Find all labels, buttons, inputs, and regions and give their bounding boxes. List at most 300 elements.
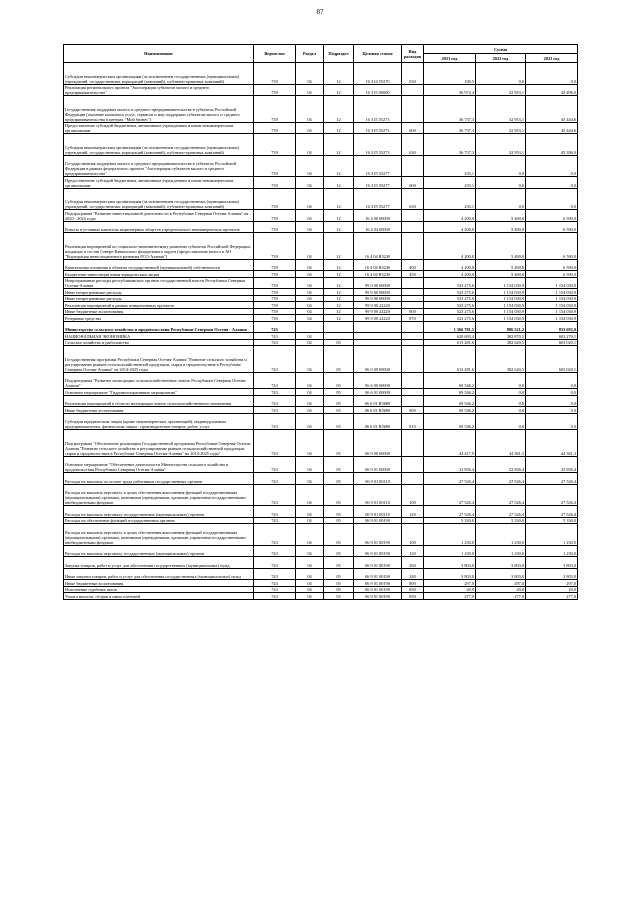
cell-name: Расходы на выплаты персоналу государственных (муниципальных) органов: [64, 545, 254, 557]
cell-y2021: 69 546,2: [424, 395, 476, 407]
cell-y2021: 4 200,0: [424, 233, 476, 260]
cell-name: Бюджетные инвестиции иным юридическим лицам: [64, 271, 254, 278]
cell-y2023: 6 590,0: [526, 271, 578, 278]
cell-y2021: 4 200,0: [424, 210, 476, 222]
table-row: [64, 177, 578, 189]
cell-y2023: 6 590,0: [526, 210, 578, 222]
table-row: [64, 346, 578, 373]
cell-subsection: 05: [324, 346, 354, 373]
cell-article: 99 9 00 22220: [354, 302, 402, 309]
cell-y2022: 27 526,4: [476, 484, 526, 506]
cell-section: 04: [296, 473, 324, 485]
cell-subsection: 12: [324, 122, 354, 134]
cell-article: 06 6 01 R5680: [354, 407, 402, 414]
cell-y2021: 5 330,0: [424, 517, 476, 524]
cell-y2021: 523 275,6: [424, 308, 476, 315]
cell-type: 100: [402, 484, 424, 506]
cell-section: 04: [296, 333, 324, 340]
cell-ministry: 739: [254, 289, 296, 296]
cell-type: [402, 210, 424, 222]
cell-type: [402, 473, 424, 485]
cell-article: 06 9 01 00190: [354, 545, 402, 557]
cell-section: 04: [296, 545, 324, 557]
cell-name: Государственная поддержка малого и среднего предпринимательства в субъектах Российской Федерации в рамках федерального проекта "Акселерация субъектов малого и среднего предпринимательства": [64, 155, 254, 177]
cell-y2023: 1 154 030,9: [526, 277, 578, 289]
cell-subsection: 05: [324, 524, 354, 546]
cell-section: 04: [296, 315, 324, 322]
cell-name: Государственная поддержка малого и среднего предпринимательства в субъектах Российской Федерации (оказание комплекса услуг, сервисов и мер поддержки субъектам малого и среднего предпринимательства в центрах "Мой бизнес"): [64, 96, 254, 123]
cell-subsection: 12: [324, 155, 354, 177]
cell-name: Основное мероприятие "Гидромелиоративные мероприятия": [64, 389, 254, 396]
table-row: [64, 413, 578, 430]
table-row: [64, 155, 578, 177]
table-row: [64, 188, 578, 210]
cell-name: Расходы на выплаты персоналу в целях обеспечения выполнения функций государственными (муниципальными) органами, казенными учреждениями, органами управления государственными внебюджетными фондами: [64, 484, 254, 506]
cell-ministry: 743: [254, 484, 296, 506]
table-row: [64, 134, 578, 156]
cell-type: 450: [402, 271, 424, 278]
cell-subsection: 05: [324, 473, 354, 485]
cell-y2023: 1 154 030,9: [526, 295, 578, 302]
table-body: [64, 63, 578, 600]
cell-article: 16 4 00 00000: [354, 210, 402, 222]
header-year-2022: 2022 год: [476, 54, 526, 63]
cell-name: Расходы на обеспечение функций государственных органов: [64, 517, 254, 524]
table-row: [64, 593, 578, 600]
cell-y2023: 1 154 030,9: [526, 308, 578, 315]
cell-subsection: 12: [324, 289, 354, 296]
cell-y2023: 1 154 030,9: [526, 289, 578, 296]
cell-section: 04: [296, 557, 324, 569]
cell-article: 06 6 01 00000: [354, 389, 402, 396]
cell-y2021: 4 200,0: [424, 271, 476, 278]
cell-article: 16 4 04 00000: [354, 221, 402, 233]
cell-ministry: 743: [254, 506, 296, 518]
cell-subsection: 05: [324, 389, 354, 396]
cell-y2022: 32 953,1: [476, 84, 526, 96]
cell-section: 04: [296, 346, 324, 373]
cell-article: 06 9 01 00190: [354, 593, 402, 600]
cell-article: 99 9 00 22220: [354, 315, 402, 322]
cell-section: 04: [296, 580, 324, 587]
cell-ministry: 743: [254, 346, 296, 373]
cell-y2022: 382 870,5: [476, 333, 526, 340]
table-row: [64, 524, 578, 546]
cell-article: 99 9 00 22220: [354, 308, 402, 315]
table-row: [64, 395, 578, 407]
cell-ministry: 743: [254, 568, 296, 580]
cell-ministry: 743: [254, 593, 296, 600]
cell-y2022: 1 230,0: [476, 545, 526, 557]
cell-type: [402, 155, 424, 177]
cell-name: Иные бюджетные ассигнования: [64, 308, 254, 315]
cell-subsection: 12: [324, 302, 354, 309]
table-row: [64, 568, 578, 580]
cell-article: 06 9 01 00110: [354, 484, 402, 506]
cell-section: 04: [296, 302, 324, 309]
cell-y2022: 277,0: [476, 593, 526, 600]
cell-section: 04: [296, 372, 324, 389]
cell-subsection: 05: [324, 506, 354, 518]
cell-y2023: 20,0: [526, 586, 578, 593]
table-row: [64, 122, 578, 134]
cell-y2021: 1 366 781,5: [424, 321, 476, 333]
cell-name: Субсидии юридическим лицам (кроме некоммерческих организаций), индивидуальным предпринимателям, физическим лицам - производителям товаров, работ, услуг: [64, 413, 254, 430]
cell-y2021: 523 275,6: [424, 295, 476, 302]
cell-section: 04: [296, 524, 324, 546]
cell-name: Реализация регионального проекта "Акселерация субъектов малого и среднего предпринимательства": [64, 84, 254, 96]
cell-type: [402, 84, 424, 96]
cell-y2021: 235,1: [424, 177, 476, 189]
table-row: [64, 233, 578, 260]
cell-y2023: 603 270,1: [526, 333, 578, 340]
cell-section: 04: [296, 177, 324, 189]
header-year-2023: 2023 год: [526, 54, 578, 63]
cell-y2021: 69 546,2: [424, 407, 476, 414]
cell-y2023: 27 526,4: [526, 484, 578, 506]
cell-y2023: 0,0: [526, 188, 578, 210]
cell-y2022: 0,0: [476, 372, 526, 389]
cell-section: 04: [296, 155, 324, 177]
cell-type: [402, 456, 424, 473]
cell-section: 04: [296, 221, 324, 233]
cell-ministry: 743: [254, 395, 296, 407]
cell-subsection: 12: [324, 63, 354, 85]
cell-ministry: 743: [254, 524, 296, 546]
cell-name: Исполнение судебных актов: [64, 586, 254, 593]
cell-ministry: 739: [254, 295, 296, 302]
cell-subsection: 12: [324, 134, 354, 156]
cell-y2022: 44 361,3: [476, 430, 526, 457]
cell-ministry: 739: [254, 122, 296, 134]
cell-name: Расходы на выплаты персоналу государственных (муниципальных) органов: [64, 506, 254, 518]
cell-y2023: 6 590,0: [526, 221, 578, 233]
cell-y2022: 5 400,0: [476, 221, 526, 233]
cell-name: Иные бюджетные ассигнования: [64, 407, 254, 414]
cell-ministry: 739: [254, 315, 296, 322]
cell-article: 16 3 I5 55277: [354, 155, 402, 177]
table-row: [64, 473, 578, 485]
cell-y2022: 0,0: [476, 413, 526, 430]
cell-y2023: 5 330,0: [526, 517, 578, 524]
cell-subsection: 12: [324, 315, 354, 322]
cell-y2023: 1 230,0: [526, 545, 578, 557]
cell-ministry: 739: [254, 302, 296, 309]
cell-y2023: 32 856,4: [526, 456, 578, 473]
cell-type: 810: [402, 413, 424, 430]
cell-y2022: 1 154 030,9: [476, 315, 526, 322]
cell-y2023: 44 361,3: [526, 430, 578, 457]
cell-y2022: 5 400,0: [476, 210, 526, 222]
cell-article: 06 9 01 00190: [354, 580, 402, 587]
cell-y2021: 36 737,3: [424, 122, 476, 134]
cell-section: 04: [296, 593, 324, 600]
cell-subsection: 05: [324, 517, 354, 524]
cell-subsection: 12: [324, 308, 354, 315]
cell-y2022: 27 526,4: [476, 506, 526, 518]
cell-name: Субсидии некоммерческим организациям (за исключением государственных (муниципальных) учреждений, государственных корпораций (компаний), публично-правовых компаний): [64, 63, 254, 85]
cell-y2022: 382 620,5: [476, 346, 526, 373]
cell-article: 06 6 01 R5680: [354, 395, 402, 407]
header-target-article: Целевая статья: [354, 45, 402, 63]
cell-ministry: 739: [254, 96, 296, 123]
cell-name: Иные непрограммные расходы: [64, 295, 254, 302]
cell-subsection: 05: [324, 430, 354, 457]
cell-article: 16 3 I5 55273: [354, 96, 402, 123]
cell-type: 870: [402, 315, 424, 322]
cell-ministry: 739: [254, 188, 296, 210]
cell-type: 850: [402, 593, 424, 600]
cell-article: 99 0 00 00000: [354, 277, 402, 289]
cell-name: Государственная программа Республики Северная Осетия-Алания "Развитие сельского хозяйства и регулирование рынков сельскохозяйственной продукции, сырья и продовольствия в Республике Северная Осетия-Алания" на 2014-2025 годы: [64, 346, 254, 373]
cell-section: 04: [296, 506, 324, 518]
cell-name: Министерство сельского хозяйства и продовольствия Республики Северная Осетия - Алания: [64, 321, 254, 333]
cell-y2022: 0,0: [476, 177, 526, 189]
cell-y2022: 5 330,0: [476, 517, 526, 524]
cell-name: Закупка товаров, работ и услуг для обеспечения государственных (муниципальных) нужд: [64, 557, 254, 569]
cell-y2021: 36 737,3: [424, 96, 476, 123]
cell-ministry: 743: [254, 389, 296, 396]
table-row: [64, 96, 578, 123]
cell-article: 06 6 01 R5680: [354, 413, 402, 430]
cell-y2021: 620 693,4: [424, 333, 476, 340]
cell-name: НАЦИОНАЛЬНАЯ ЭКОНОМИКА: [64, 333, 254, 340]
cell-subsection: 05: [324, 586, 354, 593]
cell-section: 04: [296, 586, 324, 593]
cell-name: Иные непрограммные расходы: [64, 289, 254, 296]
cell-y2023: 3 803,0: [526, 568, 578, 580]
cell-section: 04: [296, 84, 324, 96]
header-sum: Сумма: [424, 45, 578, 54]
cell-section: 04: [296, 96, 324, 123]
cell-section: 04: [296, 568, 324, 580]
cell-subsection: 12: [324, 96, 354, 123]
cell-y2021: 27 526,4: [424, 484, 476, 506]
cell-name: Предоставление субсидий бюджетным, автономным учреждениям и иным некоммерческим организациям: [64, 177, 254, 189]
cell-ministry: 743: [254, 413, 296, 430]
cell-y2023: 45 444,6: [526, 96, 578, 123]
table-row: [64, 557, 578, 569]
cell-y2022: 382 620,5: [476, 339, 526, 346]
cell-section: 04: [296, 517, 324, 524]
cell-subsection: 12: [324, 188, 354, 210]
cell-y2021: 297,0: [424, 580, 476, 587]
cell-subsection: 05: [324, 372, 354, 389]
cell-y2021: 613 281,6: [424, 346, 476, 373]
cell-ministry: 743: [254, 339, 296, 346]
cell-section: [296, 321, 324, 333]
cell-subsection: 05: [324, 395, 354, 407]
cell-subsection: [324, 321, 354, 333]
cell-subsection: 05: [324, 545, 354, 557]
cell-type: [402, 233, 424, 260]
cell-type: 630: [402, 63, 424, 85]
cell-y2022: 1 154 030,9: [476, 308, 526, 315]
table-row: [64, 372, 578, 389]
cell-name: Уплата налогов, сборов и иных платежей: [64, 593, 254, 600]
header-section: Раздел: [296, 45, 324, 63]
cell-section: 04: [296, 430, 324, 457]
cell-section: 04: [296, 295, 324, 302]
cell-ministry: 743: [254, 473, 296, 485]
cell-ministry: 739: [254, 177, 296, 189]
cell-y2022: 1 154 030,9: [476, 295, 526, 302]
cell-y2022: 32 856,4: [476, 456, 526, 473]
cell-ministry: 743: [254, 580, 296, 587]
cell-y2023: 1 154 030,9: [526, 315, 578, 322]
header-name: Наименование: [64, 45, 254, 63]
table-row: [64, 430, 578, 457]
cell-ministry: 743: [254, 586, 296, 593]
cell-type: 600: [402, 122, 424, 134]
cell-y2022: 5 400,0: [476, 233, 526, 260]
cell-article: 06 9 01 00190: [354, 586, 402, 593]
cell-ministry: 743: [254, 456, 296, 473]
cell-article: 16 3 I5 55273: [354, 134, 402, 156]
cell-y2023: 277,0: [526, 593, 578, 600]
cell-name: Субсидии некоммерческим организациям (за исключением государственных (муниципальных) учреждений, государственных корпораций (компаний), публично-правовых компаний): [64, 188, 254, 210]
cell-name: Реализация мероприятий по социально-экономическому развитию субъектов Российской Федерации, входящих в состав Северо-Кавказского федерального округа (предоставление взноса в АО "Корпорация инвестиционного развития РСО-Алания"): [64, 233, 254, 260]
cell-subsection: 12: [324, 233, 354, 260]
budget-table: [63, 44, 578, 600]
cell-subsection: 05: [324, 484, 354, 506]
cell-section: 04: [296, 389, 324, 396]
cell-type: 240: [402, 568, 424, 580]
cell-y2023: 833 692,0: [526, 321, 578, 333]
cell-ministry: 743: [254, 430, 296, 457]
table-row: [64, 277, 578, 289]
cell-name: Подпрограмма "Развитие инвестиционной деятельности в Республике Северная Осетия-Алания" на 2020 - 2024 годы: [64, 210, 254, 222]
header-subsection: Подраздел: [324, 45, 354, 63]
header-year-2021: 2021 год: [424, 54, 476, 63]
cell-y2021: 27 526,4: [424, 506, 476, 518]
cell-section: 04: [296, 134, 324, 156]
cell-ministry: 739: [254, 308, 296, 315]
cell-article: 06 9 01 00190: [354, 517, 402, 524]
cell-y2022: 27 526,4: [476, 473, 526, 485]
cell-subsection: 12: [324, 277, 354, 289]
cell-subsection: 05: [324, 568, 354, 580]
cell-subsection: 12: [324, 84, 354, 96]
cell-type: [402, 96, 424, 123]
cell-ministry: 743: [254, 372, 296, 389]
cell-y2021: 69 546,2: [424, 389, 476, 396]
cell-section: 04: [296, 308, 324, 315]
cell-type: [402, 221, 424, 233]
table-row: [64, 221, 578, 233]
cell-type: [402, 346, 424, 373]
cell-y2023: 45 496,0: [526, 84, 578, 96]
cell-y2023: 0,0: [526, 413, 578, 430]
table-row: [64, 456, 578, 473]
cell-type: 200: [402, 557, 424, 569]
cell-name: Сельское хозяйство и рыболовство: [64, 339, 254, 346]
cell-y2022: 1 154 030,9: [476, 289, 526, 296]
cell-y2023: 0,0: [526, 395, 578, 407]
cell-ministry: 739: [254, 233, 296, 260]
cell-y2023: 27 526,4: [526, 506, 578, 518]
cell-y2022: 5 400,0: [476, 271, 526, 278]
cell-y2021: 277,0: [424, 593, 476, 600]
header-expense-type: Вид расходов: [402, 45, 424, 63]
cell-name: Непрограммные расходы республиканских органов государственной власти Республики Северная Осетия-Алания: [64, 277, 254, 289]
cell-type: 630: [402, 134, 424, 156]
cell-section: 04: [296, 259, 324, 271]
cell-y2023: 45 444,6: [526, 122, 578, 134]
cell-y2023: 27 526,4: [526, 473, 578, 485]
cell-name: Капитальные вложения в объекты государственной (муниципальной) собственности: [64, 259, 254, 271]
cell-y2022: 886 521,2: [476, 321, 526, 333]
cell-name: Иные бюджетные ассигнования: [64, 580, 254, 587]
cell-type: 100: [402, 524, 424, 546]
cell-section: 04: [296, 339, 324, 346]
cell-y2023: 0,0: [526, 372, 578, 389]
cell-article: 06 6 00 00000: [354, 372, 402, 389]
cell-y2022: 0,0: [476, 389, 526, 396]
table-row: [64, 210, 578, 222]
header-ministry: Ведомство: [254, 45, 296, 63]
cell-subsection: 12: [324, 210, 354, 222]
cell-y2021: 27 526,4: [424, 473, 476, 485]
cell-y2021: 106,5: [424, 63, 476, 85]
cell-y2022: 20,0: [476, 586, 526, 593]
cell-y2023: 6 590,0: [526, 259, 578, 271]
cell-y2023: 0,0: [526, 407, 578, 414]
cell-section: 04: [296, 484, 324, 506]
cell-section: 04: [296, 210, 324, 222]
cell-ministry: 743: [254, 517, 296, 524]
cell-section: 04: [296, 233, 324, 260]
cell-subsection: 12: [324, 271, 354, 278]
cell-article: 16 4 04 R5230: [354, 271, 402, 278]
cell-y2022: 3 803,0: [476, 568, 526, 580]
cell-y2023: 1 230,0: [526, 524, 578, 546]
cell-article: 16 4 04 R5230: [354, 233, 402, 260]
cell-y2023: 3 803,0: [526, 557, 578, 569]
cell-article: 06 9 01 00110: [354, 473, 402, 485]
table-row: [64, 321, 578, 333]
page-number: 87: [316, 8, 324, 16]
cell-section: 04: [296, 456, 324, 473]
cell-y2021: 1 230,0: [424, 545, 476, 557]
cell-name: Реализация мероприятий в области мелиорации земель сельскохозяйственного назначения: [64, 395, 254, 407]
cell-y2021: 523 275,6: [424, 302, 476, 309]
cell-y2021: 20,0: [424, 586, 476, 593]
cell-name: Расходы на выплаты по оплате труда работников государственных органов: [64, 473, 254, 485]
cell-y2021: 523 275,6: [424, 277, 476, 289]
cell-y2023: 603 020,1: [526, 346, 578, 373]
cell-name: Подпрограмма "Развитие мелиорации сельскохозяйственных земель Республики Северная Осетия-Алания": [64, 372, 254, 389]
cell-y2022: 1 154 030,9: [476, 302, 526, 309]
cell-y2021: 69 546,2: [424, 372, 476, 389]
cell-name: Взносы в уставные капиталы акционерных обществ учредительного некоммерческих проектов: [64, 221, 254, 233]
cell-type: [402, 395, 424, 407]
cell-article: 06 0 00 00000: [354, 346, 402, 373]
cell-type: 120: [402, 506, 424, 518]
cell-name: Предоставление субсидий бюджетным, автономным учреждениям и иным некоммерческим организациям: [64, 122, 254, 134]
cell-subsection: 05: [324, 413, 354, 430]
cell-type: 630: [402, 188, 424, 210]
cell-y2021: 4 200,0: [424, 259, 476, 271]
cell-subsection: 12: [324, 259, 354, 271]
cell-subsection: 05: [324, 593, 354, 600]
cell-section: 04: [296, 395, 324, 407]
cell-type: 800: [402, 308, 424, 315]
cell-y2023: 0,0: [526, 155, 578, 177]
cell-name: Резервные средства: [64, 315, 254, 322]
cell-section: 04: [296, 271, 324, 278]
cell-subsection: 05: [324, 339, 354, 346]
